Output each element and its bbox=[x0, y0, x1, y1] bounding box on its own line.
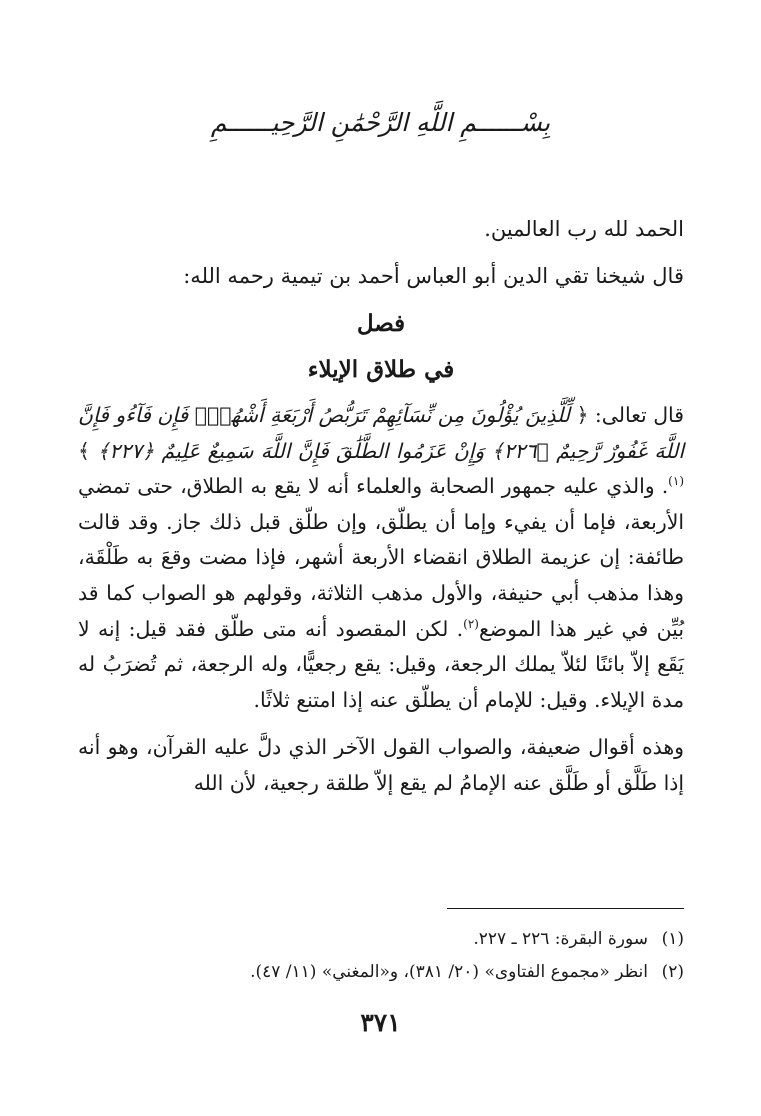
page-number: ٣٧١ bbox=[360, 1008, 401, 1037]
quran-bracket-close: ﴾ bbox=[78, 438, 98, 463]
footnotes bbox=[78, 923, 684, 989]
footnote-number: (١) bbox=[661, 929, 684, 949]
paragraph-correct-view: وهذه أقوال ضعيفة، والصواب القول الآخر الذي دلَّ عليه القرآن، وهو أنه إذا طَلَّق أو طَلَّق عنه الإمامُ لم يقع إلاّ طلقة رجعية، لأن الله bbox=[78, 735, 684, 795]
paragraph-ila-text-b: . لكن المقصود أنه متى طلّق فقد قيل: إنه لا يَقَع إلاّ بائنًا لئلاّ يملك الرجعة، وقيل: يقع رجعيًّا، وله الرجعة، ثم تُضرَبُ له مدة الإيلاء. وقيل: للإمام أن يطلّق عنه إذا امتنع ثلاثًا. bbox=[78, 616, 684, 712]
main-text bbox=[78, 212, 684, 814]
footnote-text: سورة البقرة: ٢٢٦ ـ ٢٢٧. bbox=[473, 929, 648, 949]
paragraph-ila bbox=[78, 398, 684, 718]
basmala-header: بِسْــــــمِ اللَّهِ الرَّحْمَٰنِ الرَّحِيــــــمِ bbox=[210, 108, 551, 137]
footnote-marker-1: (١) bbox=[668, 474, 684, 489]
footnote-number: (٢) bbox=[661, 962, 684, 982]
section-heading: فصل bbox=[356, 310, 406, 337]
quran-verse: لِّلَّذِينَ يُؤْلُونَ مِن نِّسَآئِهِمْ تَرَبُّصُ أَرْبَعَةِ أَشْهُرٍۖ فَإِن فَآءُو فَإِنَّ اللَّهَ غَفُورٌ رَّحِيمٌ ﴿٢٢٦﴾ وَإِنْ عَزَمُوا الطَّلَٰقَ فَإِنَّ اللَّهَ سَمِيعٌ عَلِيمٌ ﴿٢٢٧﴾ bbox=[78, 403, 684, 463]
quote-lead: قال تعالى: bbox=[588, 403, 684, 427]
quran-bracket-open: ﴿ bbox=[570, 403, 589, 427]
footnote-item bbox=[78, 956, 684, 989]
footnote-divider bbox=[447, 908, 684, 909]
footnote-text: انظر «مجموع الفتاوى» (٢٠/ ٣٨١)، و«المغني» (١١/ ٤٧). bbox=[250, 962, 648, 982]
footnote-marker-2: (٢) bbox=[463, 616, 479, 631]
footnote-item bbox=[78, 923, 684, 956]
paragraph-ila-text-a: . والذي عليه جمهور الصحابة والعلماء أنه لا يقع به الطلاق، حتى تمضي الأربعة، فإما أن يفيء وإما أن يطلّق، وإن طلّق قبل ذلك جاز. وقد قالت طائفة: إن عزيمة الطلاق انقضاء الأربعة أشهر، فإذا مضت وقعَ به طَلْقَة، وهذا مذهب أبي حنيفة، والأول مذهب الثلاثة، وقولهم هو الصواب كما قد بُيِّن في غير هذا الموضع bbox=[78, 474, 685, 641]
opening-praise: الحمد لله رب العالمين. bbox=[484, 217, 684, 241]
author-line: قال شيخنا تقي الدين أبو العباس أحمد بن تيمية رحمه الله: bbox=[183, 264, 684, 288]
topic-heading: في طلاق الإيلاء bbox=[307, 356, 455, 383]
